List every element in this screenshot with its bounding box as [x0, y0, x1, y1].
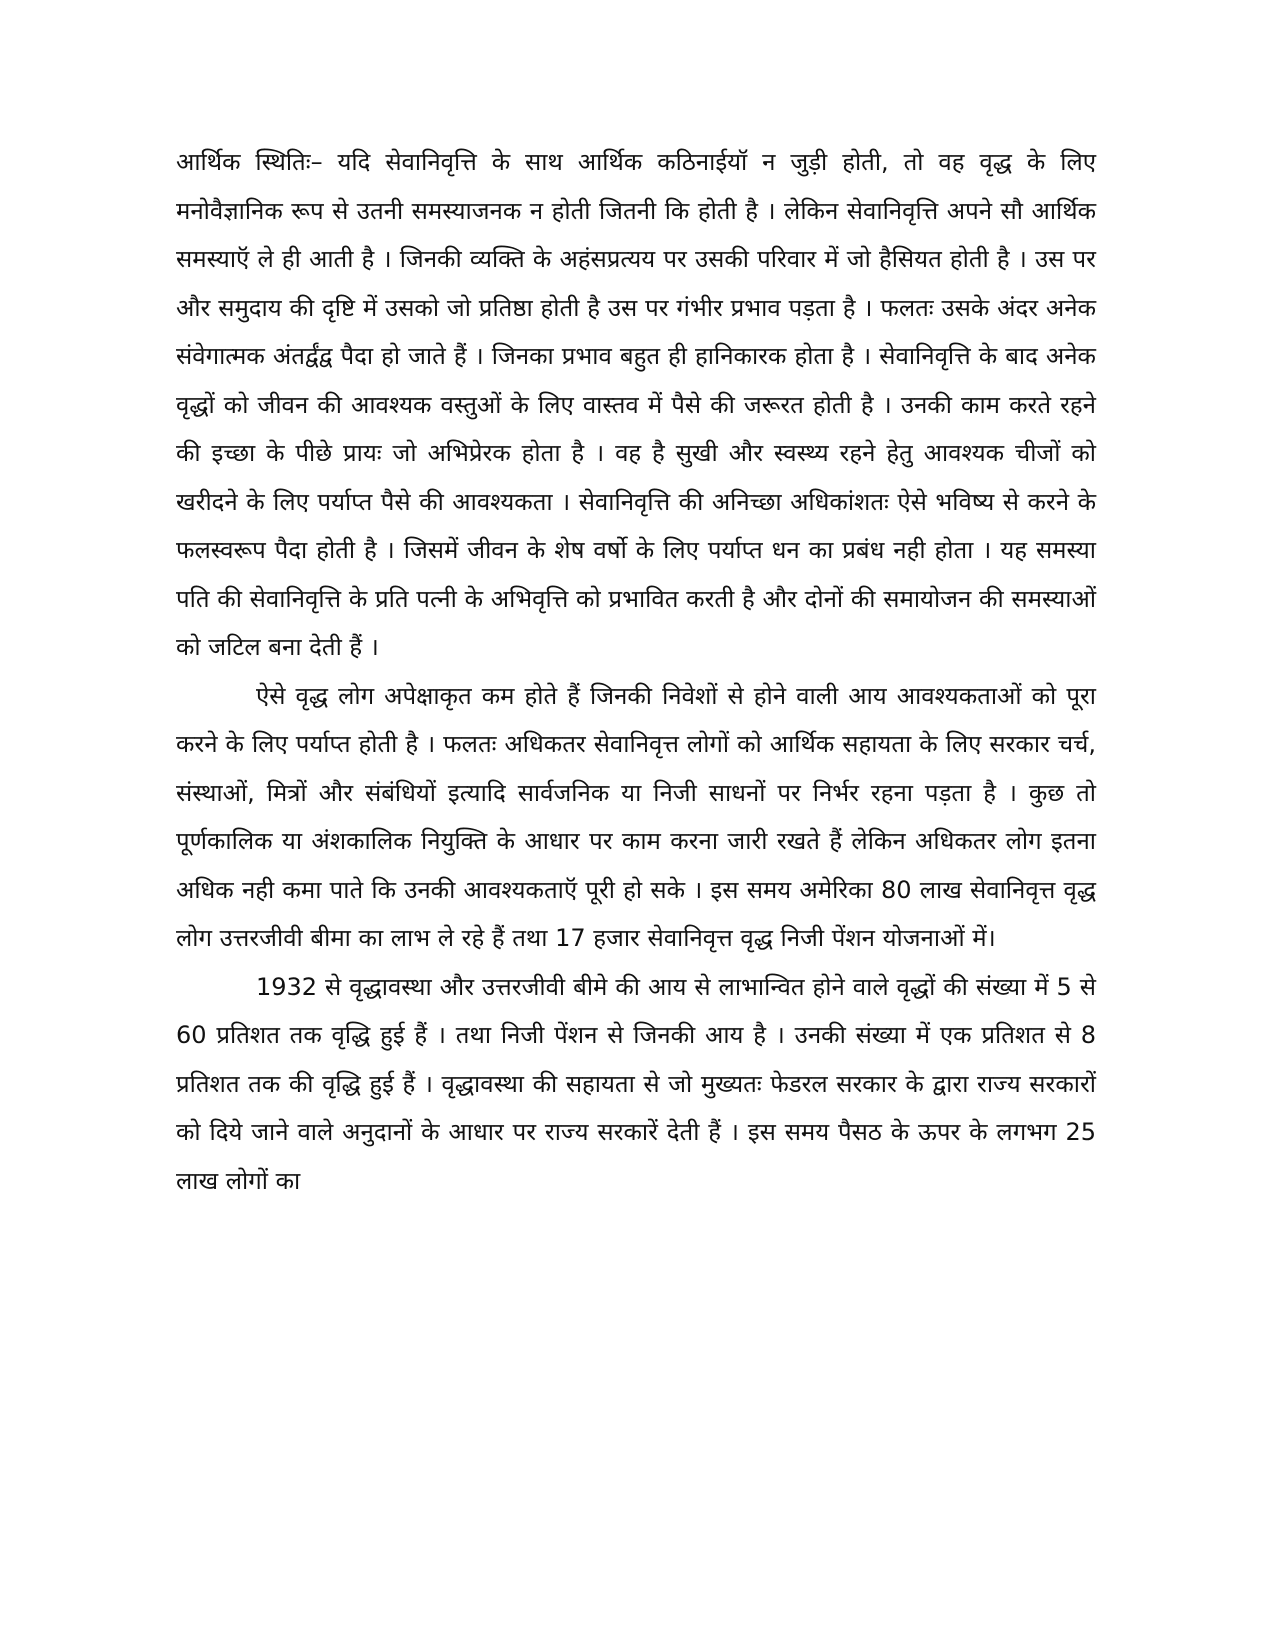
paragraph-elderly-income: ऐसे वृद्ध लोग अपेक्षाकृत कम होते हैं जिनकी निवेशों से होने वाली आय आवश्यकताओं को पूरा करने के लिए पर्याप्त होती है । फलतः अधिकतर सेवानिवृत्त लोगों को आर्थिक सहायता के लिए सरकार चर्च, संस्थाओं, मित्रों और संबंधियों इत्यादि सार्वजनिक या निजी साधनों पर निर्भर रहना पड़ता है । कुछ तो पूर्णकालिक या अंशकालिक नियुक्ति के आधार पर काम करना जारी रखते हैं लेकिन अधिकतर लोग इतना अधिक नही कमा पाते कि उनकी आवश्यकताऍ पूरी हो सके । इस समय अमेरिका 80 लाख सेवानिवृत्त वृद्ध लोग उत्तरजीवी बीमा का लाभ ले रहे हैं तथा 17 हजार सेवानिवृत्त वृद्ध निजी पेंशन योजनाओं में। [176, 681, 1096, 952]
body-text [176, 138, 1096, 1205]
paragraph-1932-statistics: 1932 से वृद्धावस्था और उत्तरजीवी बीमे की आय से लाभान्वित होने वाले वृद्धों की संख्या में 5 से 60 प्रतिशत तक वृद्धि हुई हैं । तथा निजी पेंशन से जिनकी आय है । उनकी संख्या में एक प्रतिशत से 8 प्रतिशत तक की वृद्धि हुई हैं । वृद्धावस्था की सहायता से जो मुख्यतः फेडरल सरकार के द्वारा राज्य सरकारों को दिये जाने वाले अनुदानों के आधार पर राज्य सरकारें देती हैं । इस समय पैसठ के ऊपर के लगभग 25 लाख लोगों का [176, 972, 1096, 1195]
paragraph-economic-condition: आर्थिक स्थितिः– यदि सेवानिवृत्ति के साथ आर्थिक कठिनाईयॉ न जुड़ी होती, तो वह वृद्ध के लिए मनोवैज्ञानिक रूप से उतनी समस्याजनक न होती जितनी कि होती है । लेकिन सेवानिवृत्ति अपने सौ आर्थिक समस्याऍ ले ही आती है । जिनकी व्यक्ति के अहंसप्रत्यय पर उसकी परिवार में जो हैसियत होती है । उस पर और समुदाय की दृष्टि में उसको जो प्रतिष्ठा होती है उस पर गंभीर प्रभाव पड़ता है । फलतः उसके अंदर अनेक संवेगात्मक अंतर्द्वंद्व पैदा हो जाते हैं । जिनका प्रभाव बहुत ही हानिकारक होता है । सेवानिवृत्ति के बाद अनेक वृद्धों को जीवन की आवश्यक वस्तुओं के लिए वास्तव में पैसे की जरूरत होती है । उनकी काम करते रहने की इच्छा के पीछे प्रायः जो अभिप्रेरक होता है । वह है सुखी और स्वस्थ्य रहने हेतु आवश्यक चीजों को खरीदने के लिए पर्याप्त पैसे की आवश्यकता । सेवानिवृत्ति की अनिच्छा अधिकांशतः ऐसे भविष्य से करने के फलस्वरूप पैदा होती है । जिसमें जीवन के शेष वर्षो के लिए पर्याप्त धन का प्रबंध नही होता । यह समस्या पति की सेवानिवृत्ति के प्रति पत्नी के अभिवृत्ति को प्रभावित करती है और दोनों की समायोजन की समस्याओं को जटिल बना देती हैं । [176, 148, 1096, 661]
